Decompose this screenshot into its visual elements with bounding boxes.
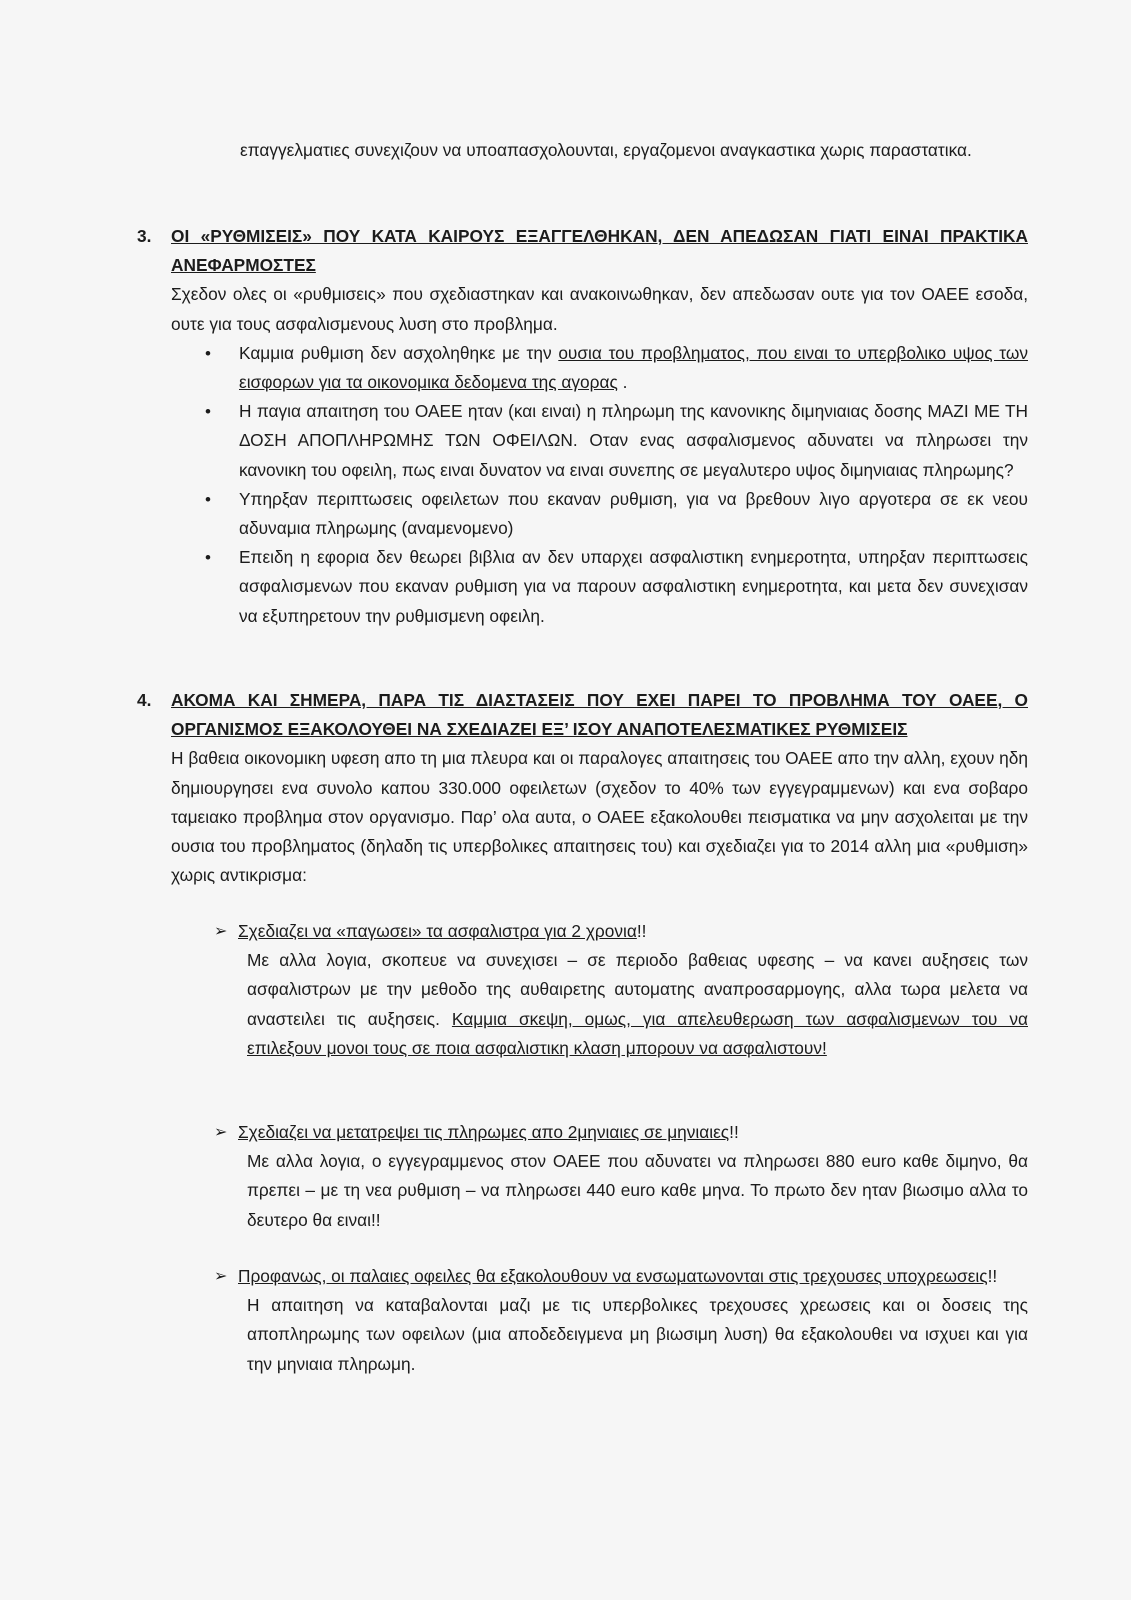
arrow-bullet-icon: ➢ (214, 1124, 228, 1141)
bullet-icon: • (205, 402, 211, 422)
point-1 (137, 917, 1028, 1063)
point-body-underlined: Καμμια σκεψη, ομως, για απελευθερωση των ασφαλισμενων του να επιλεξουν μονοι τους σε ποια ασφαλιστικη κλαση μπορουν να ασφαλιστουν! (247, 1008, 1028, 1058)
point-heading: Προφανως, οι παλαιες οφειλες θα εξακολουθουν να ενσωματωνονται στις τρεχουσες υποχρεωσεις!! (238, 1266, 998, 1286)
bullet-text-end: . (617, 372, 628, 393)
point-3 (137, 1262, 1028, 1379)
bullet-text: Η παγια απαιτηση του ΟΑΕΕ ηταν (και ειναι) η πληρωμη της κανονικης διμηνιαιας δοσης ΜΑΖΙ ΜΕ ΤΗ ΔΟΣΗ ΑΠΟΠΛΗΡΩΜΗΣ ΤΩΝ ΟΦΕΙΛΩΝ. Οταν ενας ασφαλισμενος αδυνατει να πληρωσει την κανονικη του οφειλη, πως ειναι δυνατον να ειναι συνεπης σε μεγαλυτερο υψος διμηνιαιας πληρωμης? (239, 401, 1028, 480)
bullet-list (171, 339, 1028, 631)
bullet-icon: • (205, 343, 211, 363)
bullet-text: Καμμια ρυθμιση δεν ασχοληθηκε με την (239, 342, 559, 363)
point-body: Με αλλα λογια, ο εγγεγραμμενος στον ΟΑΕΕ που αδυνατει να πληρωσει 880 euro καθε διμηνο, θα πρεπει – με τη νεα ρυθμιση – να πληρωσει 440 euro καθε μηνα. Το πρωτο δεν ηταν βιωσιμο αλλα το δευτερο θα ειναι!! (247, 1151, 1028, 1230)
paragraph-continuation: επαγγελματιες συνεχιζουν να υποαπασχολουνται, εργαζομενοι αναγκαστικα χωρις παραστατικα. (240, 140, 972, 160)
bullet-icon: • (205, 548, 211, 568)
section-heading: ΑΚΟΜΑ ΚΑΙ ΣΗΜΕΡΑ, ΠΑΡΑ ΤΙΣ ΔΙΑΣΤΑΣΕΙΣ ΠΟΥ ΕΧΕΙ ΠΑΡΕΙ ΤΟ ΠΡΟΒΛΗΜΑ ΤΟΥ ΟΑΕΕ, Ο ΟΡΓΑΝΙΣΜΟΣ ΕΞΑΚΟΛΟΥΘΕΙ ΝΑ ΣΧΕΔΙΑΖΕΙ ΕΞ’ ΙΣΟΥ ΑΝΑΠΟΤΕΛΕΣΜΑΤΙΚΕΣ ΡΥΘΜΙΣΕΙΣ (171, 690, 1028, 740)
list-item (171, 339, 1028, 397)
section-4 (137, 686, 1028, 890)
point-heading: Σχεδιαζει να μετατρεψει τις πληρωμες απο 2μηνιαιες σε μηνιαιες!! (238, 1122, 739, 1142)
section-3 (137, 222, 1028, 631)
list-item (171, 543, 1028, 631)
bullet-text: Επειδη η εφορια δεν θεωρει βιβλια αν δεν υπαρχει ασφαλιστικη ενημεροτητα, υπηρξαν περιπτωσεις ασφαλισμενων που εκαναν ρυθμιση για να παρουν ασφαλιστικη ενημεροτητα, και μετα δεν συνεχισαν να εξυπηρετουν την ρυθμισμενη οφειλη. (239, 547, 1028, 626)
point-body: Με αλλα λογια, σκοπευε να συνεχισει – σε περιοδο βαθειας υφεσης – να κανει αυξησεις των ασφαλιστρων με την μεθοδο της αυθαιρετης αυτοματης αναπροσαρμογης, αλλα τωρα μελετα να αναστειλει τις αυξησεις. Καμμια σκεψη, ομως, για απελευθερωση των ασφαλισμενων του να επιλεξουν μονοι τους σε ποια ασφαλιστικη κλαση μπορουν να ασφαλιστουν! (247, 950, 1028, 1058)
section-number: 4. (137, 690, 152, 710)
list-item (171, 485, 1028, 543)
section-number: 3. (137, 226, 152, 246)
arrow-bullet-icon: ➢ (214, 1268, 228, 1285)
list-item (171, 397, 1028, 485)
section-heading: ΟΙ «ΡΥΘΜΙΣΕΙΣ» ΠΟΥ ΚΑΤΑ ΚΑΙΡΟΥΣ ΕΞΑΓΓΕΛΘΗΚΑΝ, ΔΕΝ ΑΠΕΔΩΣΑΝ ΓΙΑΤΙ ΕΙΝΑΙ ΠΡΑΚΤΙΚΑ ΑΝΕΦΑΡΜΟΣΤΕΣ (171, 226, 1028, 276)
section-intro: Η βαθεια οικονομικη υφεση απο τη μια πλευρα και οι παραλογες απαιτησεις του ΟΑΕΕ απο την αλλη, εχουν ηδη δημιουργησει ενα συνολο καπου 330.000 οφειλετων (σχεδον το 40% των εγγεγραμμενων) και ενα σοβαρο ταμειακο προβλημα στον οργανισμο. Παρ’ ολα αυτα, ο ΟΑΕΕ εξακολουθει πεισματικα να μην ασχολειται με την ουσια του προβληματος (δηλαδη τις υπερβολικες απαιτησεις του) και σχεδιαζει για το 2014 αλλη μια «ρυθμιση» χωρις αντικρισμα: (171, 748, 1028, 886)
point-2 (137, 1118, 1028, 1235)
bullet-text-underlined: ουσια του προβληματος, που ειναι το υπερβολικο υψος των εισφορων για τα οικονομικα δεδομενα της αγορας (239, 342, 1028, 393)
section-intro: Σχεδον ολες οι «ρυθμισεις» που σχεδιαστηκαν και ανακοινωθηκαν, δεν απεδωσαν ουτε για τον ΟΑΕΕ εσοδα, ουτε για τους ασφαλισμενους λυση στο προβλημα. (171, 284, 1028, 334)
bullet-icon: • (205, 489, 211, 509)
bullet-text: Υπηρξαν περιπτωσεις οφειλετων που εκαναν ρυθμιση, για να βρεθουν λιγο αργοτερα σε εκ νεου αδυναμια πληρωμης (αναμενομενο) (239, 488, 1028, 539)
arrow-bullet-icon: ➢ (214, 923, 228, 940)
point-heading: Σχεδιαζει να «παγωσει» τα ασφαλιστρα για 2 χρονια!! (238, 921, 647, 941)
point-body: Η απαιτηση να καταβαλονται μαζι με τις υπερβολικες τρεχουσες χρεωσεις και οι δοσεις της αποπληρωμης των οφειλων (μια αποδεδειγμενα μη βιωσιμη λυση) θα εξακολουθει να ισχυει και για την μηνιαια πληρωμη. (247, 1295, 1028, 1374)
